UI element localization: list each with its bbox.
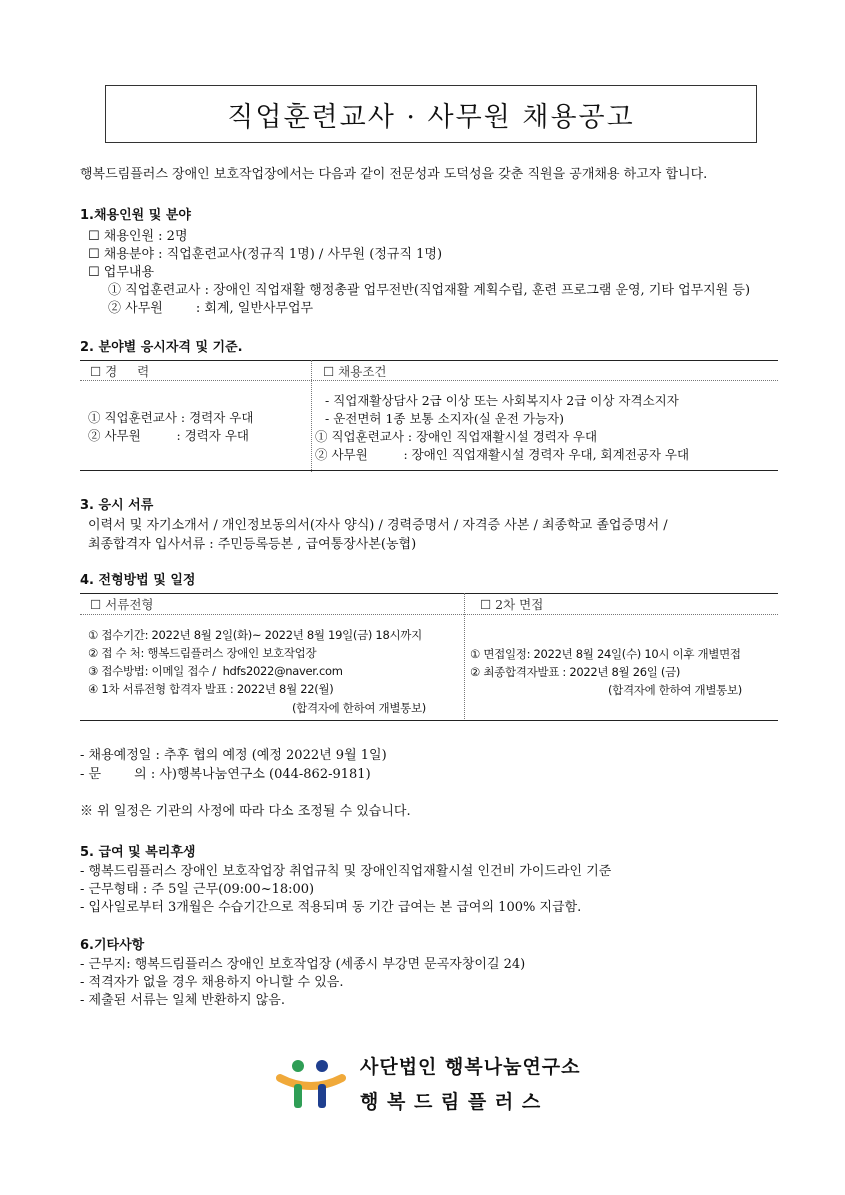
table-cell: (합격자에 한하여 개별통보)	[292, 701, 426, 715]
misc-line: - 제출된 서류는 일체 반환하지 않음.	[80, 993, 285, 1008]
list-item: ☐ 채용인원 : 2명	[88, 229, 188, 244]
organization-logo	[276, 1056, 346, 1116]
benefit-line: - 행복드림플러스 장애인 보호작업장 취업규칙 및 장애인직업재활시설 인건비 가이드라인 기준	[80, 864, 612, 879]
table-divider	[311, 360, 312, 472]
benefit-line: - 입사일로부터 3개월은 수습기간으로 적용되며 동 기간 급여는 본 급여의 100% 지급함.	[80, 900, 582, 915]
document-list-line: 최종합격자 입사서류 : 주민등록등본 , 급여통장사본(농협)	[88, 537, 417, 552]
column-header: ☐ 경 력	[90, 364, 150, 379]
intro-text: 행복드림플러스 장애인 보호작업장에서는 다음과 같이 전문성과 도덕성을 갖춘 직원을 공개채용 하고자 합니다.	[80, 167, 708, 182]
qualification-table-header	[80, 360, 778, 381]
table-cell: ① 접수기간: 2022년 8월 2일(화)~ 2022년 8월 19일(금) 18시까지	[88, 628, 422, 642]
schedule-note: ※ 위 일정은 기관의 사정에 따라 다소 조정될 수 있습니다.	[80, 804, 411, 819]
misc-line: - 적격자가 없을 경우 채용하지 아니할 수 있음.	[80, 975, 344, 990]
table-cell: (합격자에 한하여 개별통보)	[608, 683, 742, 697]
checkbox-icon: ☐	[88, 265, 100, 280]
table-bottom-border	[80, 720, 778, 721]
hire-date-line: - 채용예정일 : 추후 협의 예정 (예정 2022년 9월 1일)	[80, 748, 387, 763]
table-cell: ① 직업훈련교사 : 경력자 우대	[88, 410, 254, 425]
table-cell: ② 사무원 : 장애인 직업재활시설 경력자 우대, 회계전공자 우대	[315, 447, 690, 462]
checkbox-icon: ☐	[88, 229, 100, 244]
contact-line: - 문 의 : 사)행복나눔연구소 (044-862-9181)	[80, 767, 371, 782]
document-list-line: 이력서 및 자기소개서 / 개인정보동의서(자사 양식) / 경력증명서 / 자격증 사본 / 최종학교 졸업증명서 /	[88, 518, 668, 533]
list-item: ☐ 업무내용	[88, 265, 155, 280]
column-header: ☐ 서류전형	[90, 597, 154, 612]
schedule-table-header	[80, 593, 778, 615]
table-cell: ④ 1차 서류전형 합격자 발표 : 2022년 8월 22(월)	[88, 682, 334, 696]
table-cell: - 운전면허 1종 보통 소지자(실 운전 가능자)	[325, 411, 564, 426]
section5-heading: 5. 급여 및 복리후생	[80, 845, 196, 860]
section1-heading: 1.채용인원 및 분야	[80, 208, 191, 223]
organization-name: 사단법인 행복나눔연구소	[360, 1056, 581, 1078]
section6-heading: 6.기타사항	[80, 938, 145, 953]
table-divider	[464, 593, 465, 721]
misc-line: - 근무지: 행복드림플러스 장애인 보호작업장 (세종시 부강면 문곡자창이길 24)	[80, 957, 526, 972]
checkbox-icon: ☐	[88, 247, 100, 262]
table-cell: ① 면접일정: 2022년 8월 24일(수) 10시 이후 개별면접	[470, 647, 741, 661]
duty-item: ① 직업훈련교사 : 장애인 직업재활 행정총괄 업무전반(직업재활 계획수립, 훈련 프로그램 운영, 기타 업무지원 등)	[108, 283, 751, 298]
list-item: ☐ 채용분야 : 직업훈련교사(정규직 1명) / 사무원 (정규직 1명)	[88, 247, 443, 262]
table-cell: ② 최종합격자발표 : 2022년 8월 26일 (금)	[470, 665, 681, 679]
people-logo-icon	[276, 1056, 346, 1112]
table-cell: ② 사무원 : 경력자 우대	[88, 428, 249, 443]
table-cell: - 직업재활상담사 2급 이상 또는 사회복지사 2급 이상 자격소지자	[325, 393, 679, 408]
table-bottom-border	[80, 470, 778, 471]
section2-heading: 2. 분야별 응시자격 및 기준.	[80, 340, 243, 355]
table-cell: ① 직업훈련교사 : 장애인 직업재활시설 경력자 우대	[315, 429, 598, 444]
organization-subname: 행 복 드 림 플 러 스	[360, 1091, 542, 1113]
section4-heading: 4. 전형방법 및 일정	[80, 573, 196, 588]
page-title: 직업훈련교사 · 사무원 채용공고	[105, 85, 757, 143]
duty-item: ② 사무원 : 회계, 일반사무업무	[108, 301, 314, 316]
column-header: ☐ 2차 면접	[480, 597, 544, 612]
benefit-line: - 근무형태 : 주 5일 근무(09:00~18:00)	[80, 882, 315, 897]
table-cell: ③ 접수방법: 이메일 접수 / hdfs2022@naver.com	[88, 664, 343, 678]
section3-heading: 3. 응시 서류	[80, 498, 154, 513]
column-header: ☐ 채용조건	[323, 364, 387, 379]
table-cell: ② 접 수 처: 행복드림플러스 장애인 보호작업장	[88, 646, 317, 660]
